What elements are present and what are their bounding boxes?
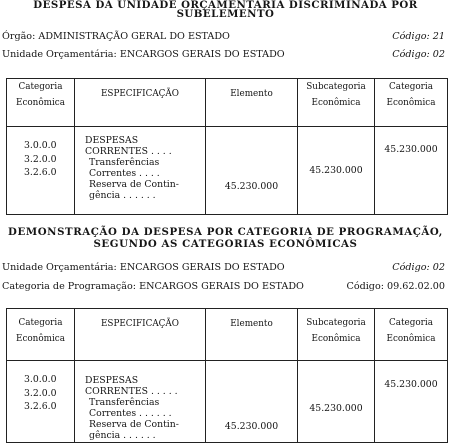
unidade-line-2 — [2, 262, 445, 273]
spec-line: Transferências — [89, 397, 160, 408]
header-categoria-line1: Categoria — [18, 82, 63, 92]
spec-line: CORRENTES . . . . — [85, 146, 172, 157]
spec-line: gência . . . . . . — [89, 190, 156, 201]
section2-title-line2: SEGUNDO AS CATEGORIAS ECONÔMICAS — [93, 238, 358, 250]
header-subcategoria-line1: Subcategoria — [306, 82, 366, 92]
programacao-line — [2, 281, 445, 292]
spec-line: Reserva de Contin- — [89, 179, 179, 190]
header-especificacao: ESPECIFICAÇÃO — [75, 79, 206, 127]
header-subcategoria — [298, 309, 375, 361]
header-categoria — [7, 79, 75, 127]
codes-cell — [7, 361, 75, 443]
unidade2-value: ENCARGOS GERAIS DO ESTADO — [119, 262, 285, 273]
unidade-line-1 — [2, 49, 445, 60]
subcategoria-value: 45.230.000 — [298, 361, 375, 443]
section1-title: DESPESA DA UNIDADE ORÇAMENTÁRIA DISCRIMINADA POR SUBELEMENTO — [33, 0, 418, 20]
categoria-value: 45.230.000 — [375, 127, 448, 215]
spec-line: gência . . . . . . — [89, 430, 156, 441]
header-categoria2-line2: Econômica — [386, 98, 436, 108]
programacao-codigo: Código: 09.62.02.00 — [346, 281, 445, 292]
unidade2-label: Unidade Orçamentária: — [2, 262, 117, 273]
data-row — [7, 361, 448, 443]
subcategoria-value: 45.230.000 — [298, 127, 375, 215]
spec-line: Transferências — [89, 157, 160, 168]
header-categoria2-line2: Econômica — [386, 334, 436, 344]
unidade-label: Unidade Orçamentária: — [2, 49, 117, 60]
code-3200: 3.2.0.0 — [24, 153, 57, 165]
subelemento-table — [6, 78, 448, 215]
header-categoria-line1: Categoria — [18, 318, 63, 328]
orgao-value: ADMINISTRAÇÃO GERAL DO ESTADO — [38, 31, 230, 42]
elemento-value: 45.230.000 — [206, 361, 298, 443]
spec-cell — [75, 127, 206, 215]
elemento-value: 45.230.000 — [206, 127, 298, 215]
spec-line: Reserva de Contin- — [89, 419, 179, 430]
categoria-value: 45.230.000 — [375, 361, 448, 443]
unidade-codigo: Código: 02 — [392, 49, 445, 60]
programacao-value: ENCARGOS GERAIS DO ESTADO — [139, 281, 304, 292]
header-row — [7, 79, 448, 127]
code-3200: 3.2.0.0 — [24, 387, 57, 399]
spec-line: DESPESAS — [85, 135, 139, 146]
spec-line: Correntes . . . . . . — [89, 408, 172, 419]
header-categoria-line2: Econômica — [16, 98, 65, 108]
header-elemento: Elemento — [206, 79, 298, 127]
data-row — [7, 127, 448, 215]
spec-cell — [75, 361, 206, 443]
header-row — [7, 309, 448, 361]
orgao-line — [2, 31, 445, 42]
orgao-label: Órgão: — [2, 31, 36, 42]
code-3260: 3.2.6.0 — [24, 167, 57, 178]
code-3000: 3.0.0.0 — [24, 140, 57, 151]
code-3260: 3.2.6.0 — [24, 401, 57, 412]
header-categoria2-line1: Categoria — [389, 318, 433, 328]
header-categoria — [7, 309, 75, 361]
unidade2-codigo: Código: 02 — [392, 262, 445, 273]
header-subcategoria-line2: Econômica — [311, 334, 361, 344]
programacao-label: Categoria de Programação: — [2, 281, 136, 292]
section2-title-line1: DEMONSTRAÇÃO DA DESPESA POR CATEGORIA DE PROGRAMAÇÃO, — [8, 226, 443, 238]
programacao-table — [6, 308, 448, 443]
header-categoria2-line1: Categoria — [389, 82, 433, 92]
header-subcategoria-line2: Econômica — [311, 98, 361, 108]
header-subcategoria-line1: Subcategoria — [306, 318, 366, 328]
orgao-codigo: Código: 21 — [392, 31, 445, 42]
header-subcategoria — [298, 79, 375, 127]
header-elemento: Elemento — [206, 309, 298, 361]
spec-line: DESPESAS — [85, 375, 139, 386]
header-categoria-2 — [375, 309, 448, 361]
header-categoria-line2: Econômica — [16, 334, 65, 344]
codes-cell — [7, 127, 75, 215]
code-3000: 3.0.0.0 — [24, 374, 57, 385]
header-categoria-2 — [375, 79, 448, 127]
spec-line: Correntes . . . . — [89, 168, 160, 179]
header-especificacao: ESPECIFICAÇÃO — [75, 309, 206, 361]
spec-line: CORRENTES . . . . . — [85, 386, 178, 397]
unidade-value: ENCARGOS GERAIS DO ESTADO — [119, 49, 285, 60]
